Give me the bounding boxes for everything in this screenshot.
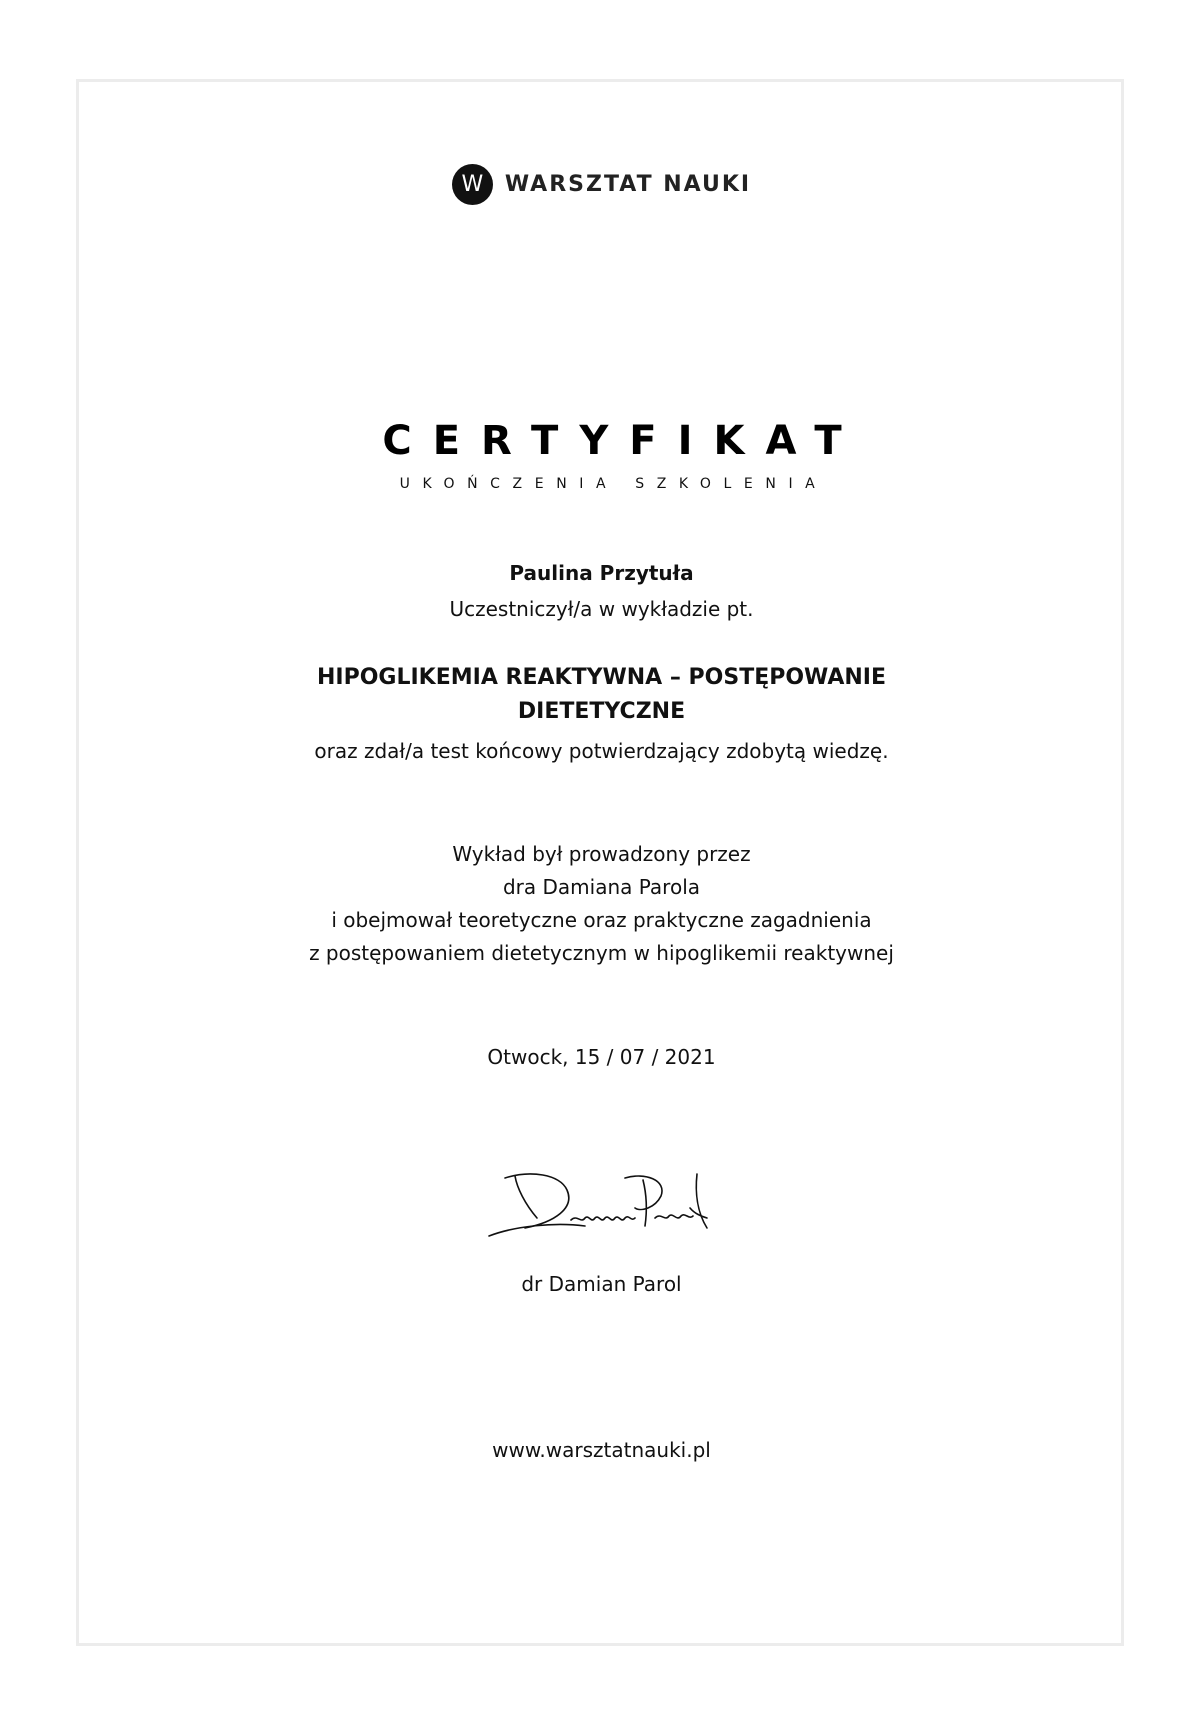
description-line-2: dra Damiana Parola (502, 875, 701, 899)
description-line-4: z postępowaniem dietetycznym w hipoglikemii reaktywnej (309, 941, 894, 965)
brand-logo (0, 164, 1203, 205)
lecture-title-line-1: HIPOGLIKEMIA REAKTYWNA – POSTĘPOWANIE (317, 665, 886, 690)
certificate-subtitle: UKOŃCZENIA SZKOLENIA (399, 476, 828, 492)
description-line-1: Wykład był prowadzony przez (452, 842, 751, 866)
logo-text: WARSZTAT NAUKI (504, 172, 752, 197)
test-line: oraz zdał/a test końcowy potwierdzający zdobytą wiedzę. (314, 739, 889, 763)
certificate-title: CERTYFIKAT (382, 418, 863, 464)
description-line-3: i obejmował teoretyczne oraz praktyczne zagadnienia (331, 908, 872, 932)
signature-image (485, 1168, 735, 1240)
website-link[interactable]: www.warsztatnauki.pl (492, 1438, 711, 1462)
place-date: Otwock, 15 / 07 / 2021 (487, 1045, 716, 1069)
participant-name: Paulina Przytuła (509, 561, 694, 585)
lecture-title-line-2: DIETETYCZNE (517, 699, 686, 724)
participation-line: Uczestniczył/a w wykładzie pt. (449, 597, 754, 621)
signer-name: dr Damian Parol (521, 1272, 682, 1296)
logo-w-icon: W (452, 164, 493, 205)
